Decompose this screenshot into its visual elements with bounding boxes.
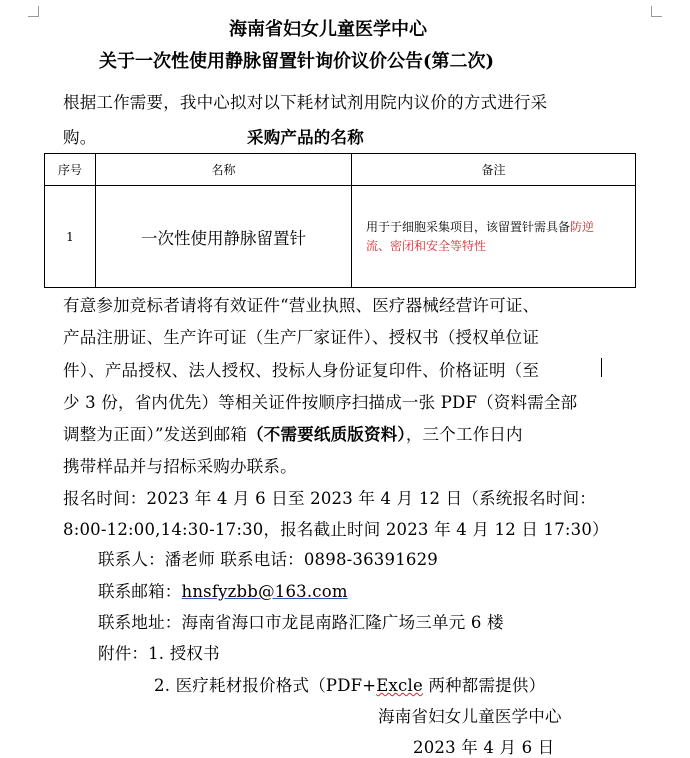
document-subtitle: 关于一次性使用静脉留置针询价议价公告(第二次) (99, 51, 495, 72)
remark-highlight: 防逆 (570, 219, 595, 234)
registration-time: 报名时间：2023 年 4 月 6 日至 2023 年 4 月 12 日（系统报名时间： (63, 489, 596, 508)
table-row (45, 186, 636, 288)
contact-address: 联系地址：海南省海口市龙昆南路汇隆广场三单元 6 楼 (98, 613, 504, 632)
body-line-3: 件）、产品授权、法人授权、投标人身份证复印件、价格证明（至 (63, 361, 540, 380)
text-cursor (601, 358, 602, 377)
cell-no: 1 (45, 186, 96, 288)
body-line-5 (63, 421, 523, 445)
page-corner-mark (651, 6, 662, 17)
attachment-1: 附件：1. 授权书 (98, 644, 220, 663)
col-header-name: 名称 (96, 154, 352, 186)
remark-highlight: 流、密闭和安全等特性 (366, 238, 487, 253)
body-line-6: 携带样品并与招标采购办联系。 (63, 457, 297, 476)
body-line-4: 少 3 份，省内优先）等相关证件按顺序扫描成一张 PDF（资料需全部 (63, 393, 578, 412)
col-header-remark: 备注 (352, 154, 636, 186)
contact-email-link[interactable]: hnsfyzbb@163.com (181, 582, 348, 601)
spellcheck-word: Excle (376, 676, 423, 695)
attachment-2 (154, 672, 545, 696)
intro-line-2: 购。 (63, 128, 97, 147)
body-line-1: 有意参加竞标者请将有效证件“营业执照、医疗器械经营许可证、 (63, 296, 540, 315)
body-line-2: 产品注册证、生产许可证（生产厂家证件）、授权书（授权单位证 (63, 328, 540, 347)
contact-email-line (98, 578, 348, 602)
attachment-text: 两种都需提供） (422, 676, 546, 695)
cell-remark (352, 186, 636, 288)
attachment-text: 2. 医疗耗材报价格式（PDF+ (154, 676, 377, 695)
contact-person: 联系人：潘老师 联系电话：0898-36391629 (98, 550, 438, 569)
section-heading: 采购产品的名称 (247, 128, 364, 147)
signature-date: 2023 年 4 月 6 日 (413, 738, 555, 757)
registration-hours: 8:00-12:00,14:30-17:30，报名截止时间 2023 年 4 月 12 日 17:30） (63, 520, 609, 539)
document-title: 海南省妇女儿童医学中心 (229, 19, 427, 40)
contact-email-label: 联系邮箱： (98, 582, 182, 601)
signature-org: 海南省妇女儿童医学中心 (378, 707, 562, 726)
cell-name: 一次性使用静脉留置针 (96, 186, 352, 288)
product-table (44, 153, 636, 288)
col-header-no: 序号 (45, 154, 96, 186)
body-text-segment: 调整为正面）”发送到邮箱 (63, 425, 248, 444)
table-header-row (45, 154, 636, 186)
intro-line-1: 根据工作需要，我中心拟对以下耗材试剂用院内议价的方式进行采 (63, 93, 548, 112)
page-corner-mark (28, 6, 39, 17)
emphasis-text: （不需要纸质版资料） (247, 425, 406, 444)
body-text-segment: ，三个工作日内 (405, 425, 523, 444)
remark-text: 用于于细胞采集项目，该留置针需具备 (366, 219, 571, 234)
